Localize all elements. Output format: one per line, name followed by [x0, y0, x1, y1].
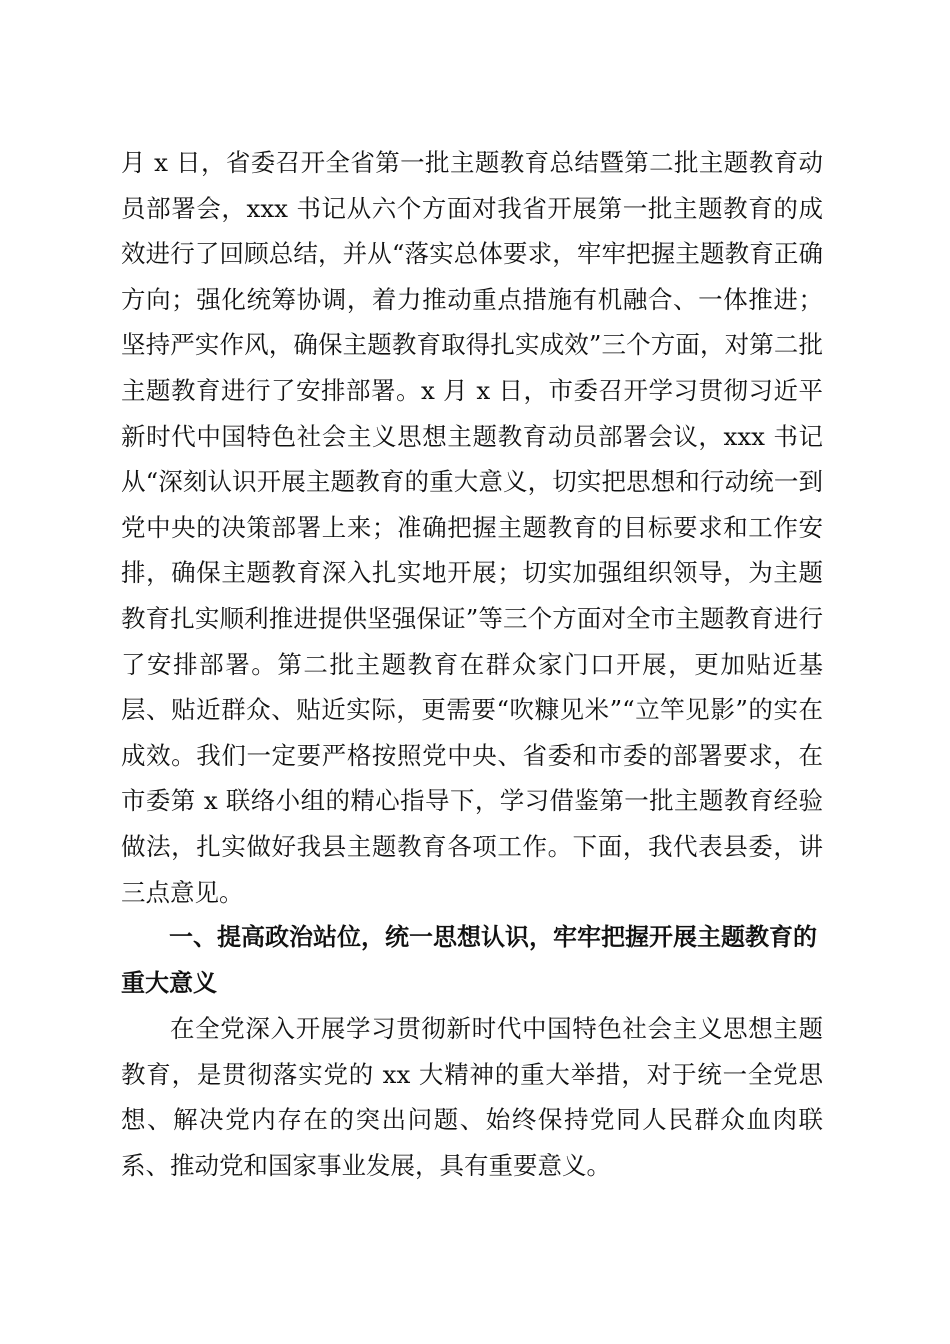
document-page — [121, 140, 823, 1189]
section-heading-1: 一、提高政治站位，统一思想认识，牢牢把握开展主题教育的重大意义 — [121, 923, 817, 997]
body-paragraph-section-1: 在全党深入开展学习贯彻新时代中国特色社会主义思想主题教育，是贯彻落实党的 xx 大精神的重大举措，对于统一全党思想、解决党内存在的突出问题、始终保持党同人民群众血肉联系、推动党和国家事业发展，具有重要意义。 — [121, 1014, 823, 1181]
body-paragraph-continued: 月 x 日，省委召开全省第一批主题教育总结暨第二批主题教育动员部署会，xxx 书记从六个方面对我省开展第一批主题教育的成效进行了回顾总结，并从“落实总体要求，牢牢把握主题教育正确方向；强化统筹协调，着力推动重点措施有机融合、一体推进；坚持严实作风，确保主题教育取得扎实成效”三个方面，对第二批主题教育进行了安排部署。x 月 x 日，市委召开学习贯彻习近平新时代中国特色社会主义思想主题教育动员部署会议，xxx 书记从“深刻认识开展主题教育的重大意义，切实把思想和行动统一到党中央的决策部署上来；准确把握主题教育的目标要求和工作安排，确保主题教育深入扎实地开展；切实加强组织领导，为主题教育扎实顺利推进提供坚强保证”等三个方面对全市主题教育进行了安排部署。第二批主题教育在群众家门口开展，更加贴近基层、贴近群众、贴近实际，更需要“吹糠见米”“立竿见影”的实在成效。我们一定要严格按照党中央、省委和市委的部署要求，在市委第 x 联络小组的精心指导下，学习借鉴第一批主题教育经验做法，扎实做好我县主题教育各项工作。下面，我代表县委，讲三点意见。 — [121, 148, 823, 907]
